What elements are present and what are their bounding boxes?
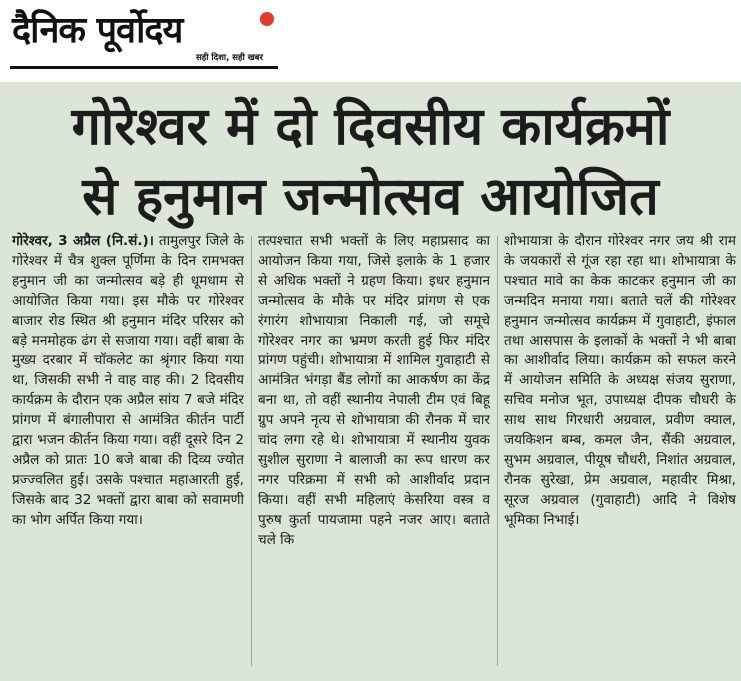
column-3-text: शोभायात्रा के दौरान गोरेश्वर नगर जय श्री राम के जयकारों से गूंज रहा रहा था। शोभायात्रा के पश्चात मावे का केक काटकर हनुमान जी का जन्मदिन मनाया गया। बताते चलें की गोरेश्वर हनुमान जन्मोत्सव कार्यक्रम में गुवाहाटी, इंफाल तथा आसपास के इलाकों के भक्तों ने भी बाबा का आशीर्वाद लिया। कार्यक्रम को सफल करने में आयोजन समिति के अध्यक्ष संजय सुराणा, सचिव मनोज भूत, उपाध्यक्ष दीपक चौधरी के साथ साथ गिरधारी अग्रवाल, प्रवीण क्याल, जयकिशन बम्ब, कमल जैन, सैंकी अग्रवाल, सुभम अग्रवाल, पीयूष चौधरी, निशांत अग्रवाल, रौनक सुरेखा, प्रेम अग्रवाल, महावीर मिश्रा, सूरज अग्रवाल (गुवाहाटी) आदि ने विशेष भूमिका निभाई।	[504, 233, 736, 528]
headline	[0, 92, 741, 232]
newspaper-logo: दैनिक पूर्वोदय	[12, 10, 183, 51]
logo-dot-icon	[260, 12, 274, 26]
headline-line-2: से हनुमान जन्मोत्सव आयोजित	[82, 167, 659, 227]
masthead	[0, 0, 741, 82]
headline-line-1: गोरेश्वर में दो दिवसीय कार्यक्रमों	[71, 97, 670, 157]
dateline: गोरेश्वर, 3 अप्रैल (नि.सं.)।	[12, 233, 154, 249]
column-2-text: तत्पश्चात सभी भक्तों के लिए महाप्रसाद का आयोजन किया गया, जिसे इलाके के 1 हजार से अधिक भक्तों ने ग्रहण किया। इधर हनुमान जन्मोत्सव के मौके पर मंदिर प्रांगण से एक रंगारंग शोभायात्रा निकाली गई, जो समूचे गोरेश्वर नगर का भ्रमण करती हुई फिर मंदिर प्रांगण पहुंची। शोभायात्रा में शामिल गुवाहाटी से आमंत्रित भंगड़ा बैंड लोगों का आकर्षण का केंद्र बना था, तो वहीं स्थानीय नेपाली टीम एवं बिहू ग्रुप अपने नृत्य से शोभायात्रा की रौनक में चार चांद लगा रहे थे। शोभायात्रा में स्थानीय युवक सुशील सुराणा ने बालाजी का रूप धारण कर नगर परिक्रमा में सभी को आशीर्वाद प्रदान किया। वहीं सभी महिलाएं केसरिया वस्त्र व पुरुष कुर्ता पायजामा पहने नजर आए। बताते चले कि	[258, 233, 490, 548]
article-column-3	[504, 232, 736, 672]
article-column-1	[12, 232, 244, 672]
column-divider	[251, 236, 252, 666]
article-body	[12, 232, 734, 672]
article-column-2	[258, 232, 490, 672]
column-divider	[497, 236, 498, 666]
tagline: सही दिशा, सही खबर	[196, 53, 264, 63]
column-1-text: तामुलपुर जिले के गोरेश्वर में चैत्र शुक्ल पूर्णिमा के दिन रामभक्त हनुमान जी का जन्मोत्सव बड़े ही धूमधाम से आयोजित किया गया। इस मौके पर गोरेश्वर बाजार रोड स्थित श्री हनुमान मंदिर परिसर को बड़े मनमोहक ढंग से सजाया गया। वहीं बाबा के मुख्य दरबार में चॉकलेट का श्रृंगार किया गया था, जिसकी सभी ने वाह वाह की। 2 दिवसीय कार्यक्रम के दौरान एक अप्रैल सांय 7 बजे मंदिर प्रांगण में बंगालीपारा से आमंत्रित कीर्तन पार्टी द्वारा भजन कीर्तन किया गया। वहीं दूसरे दिन 2 अप्रैल को प्रातः 10 बजे बाबा की दिव्य ज्योत प्रज्ज्वलित हुई। उसके पश्चात महाआरती हुई, जिसके बाद 32 भक्तों द्वारा बाबा को सवामणी का भोग अर्पित किया गया।	[12, 233, 244, 528]
masthead-rule	[10, 66, 278, 69]
